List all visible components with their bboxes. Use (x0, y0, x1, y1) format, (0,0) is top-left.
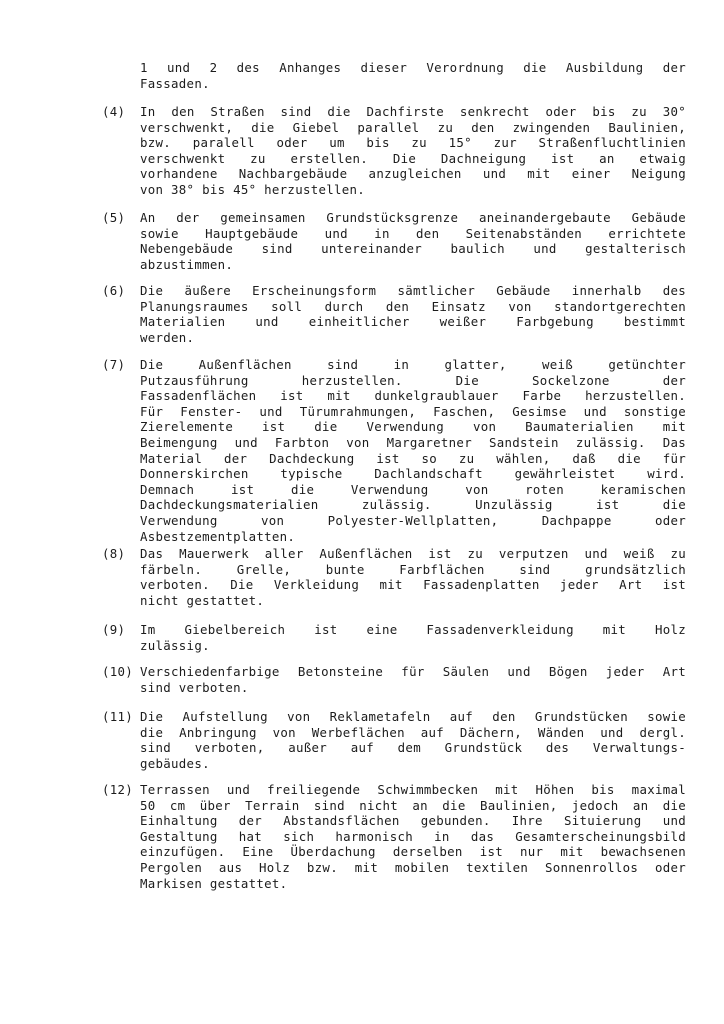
paragraph-body (140, 210, 686, 272)
text-line: 50 cm über Terrain sind nicht an die Baulinien, jedoch an die (140, 797, 686, 813)
text-line: Markisen gestattet. (140, 875, 288, 891)
paragraph-body (140, 104, 686, 198)
text-line: einzufügen. Eine Überdachung derselben ist nur mit bewachsenen (140, 844, 686, 860)
paragraph-number: (6) (102, 283, 126, 298)
text-line: sowie Hauptgebäude und in den Seitenabständen errichtete (140, 225, 686, 241)
text-line: gebäudes. (140, 755, 210, 771)
paragraph-number: (7) (102, 357, 126, 372)
paragraph-body (140, 664, 686, 695)
paragraph-body (140, 782, 686, 891)
text-line: Donnerskirchen typische Dachlandschaft gewährleistet wird. (140, 466, 686, 482)
text-line: vorhandene Nachbargebäude anzugleichen und mit einer Neigung (140, 166, 686, 182)
text-line: Im Giebelbereich ist eine Fassadenverkleidung mit Holz (140, 622, 686, 637)
text-line: verboten. Die Verkleidung mit Fassadenplatten jeder Art ist (140, 577, 686, 593)
paragraph-body (140, 622, 686, 653)
text-line: werden. (140, 329, 195, 345)
text-line: Die Außenflächen sind in glatter, weiß getünchter (140, 357, 686, 372)
paragraph-number: (9) (102, 622, 126, 637)
paragraph-number: (5) (102, 210, 126, 225)
text-line: Für Fenster- und Türumrahmungen, Faschen, Gesimse und sonstige (140, 403, 686, 419)
paragraph-body (140, 546, 686, 608)
paragraph-number: (4) (102, 104, 126, 119)
text-line: Putzausführung herzustellen. Die Sockelzone der (140, 372, 686, 388)
text-line: Pergolen aus Holz bzw. mit mobilen textilen Sonnenrollos oder (140, 859, 686, 875)
text-line: Gestaltung hat sich harmonisch in das Gesamterscheinungsbild (140, 828, 686, 844)
text-line: Die äußere Erscheinungsform sämtlicher Gebäude innerhalb des (140, 283, 686, 298)
paragraph-number: (11) (102, 709, 134, 724)
text-line: Terrassen und freiliegende Schwimmbecken mit Höhen bis maximal (140, 782, 686, 797)
text-line: Dachdeckungsmaterialien zulässig. Unzulässig ist die (140, 497, 686, 513)
text-line: sind verboten, außer auf dem Grundstück des Verwaltungs- (140, 740, 686, 756)
text-line: zulässig. (140, 637, 210, 653)
text-line: Verschiedenfarbige Betonsteine für Säulen und Bögen jeder Art (140, 664, 686, 679)
paragraph-body (140, 709, 686, 771)
text-line: Demnach ist die Verwendung von roten keramischen (140, 481, 686, 497)
text-line: Zierelemente ist die Verwendung von Baumaterialien mit (140, 419, 686, 435)
text-line: von 38° bis 45° herzustellen. (140, 181, 366, 197)
paragraph-body (140, 60, 686, 91)
text-line: Fassaden. (140, 75, 210, 91)
text-line: Planungsraumes soll durch den Einsatz von standortgerechten (140, 298, 686, 314)
text-line: Die Aufstellung von Reklametafeln auf den Grundstücken sowie (140, 709, 686, 724)
text-line: bzw. paralell oder um bis zu 15° zur Straßenfluchtlinien (140, 135, 686, 151)
paragraph-body (140, 357, 686, 544)
text-line: nicht gestattet. (140, 592, 265, 608)
text-line: Nebengebäude sind untereinander baulich und gestalterisch (140, 241, 686, 257)
paragraph-number: (12) (102, 782, 134, 797)
text-line: die Anbringung von Werbeflächen auf Dächern, Wänden und dergl. (140, 724, 686, 740)
text-line: 1 und 2 des Anhanges dieser Verordnung die Ausbildung der (140, 60, 686, 75)
text-line: Asbestzementplatten. (140, 528, 296, 544)
paragraph-number: (10) (102, 664, 134, 679)
text-line: verschwenkt, die Giebel parallel zu den zwingenden Baulinien, (140, 119, 686, 135)
text-line: verschwenkt zu erstellen. Die Dachneigung ist an etwaig (140, 150, 686, 166)
text-line: An der gemeinsamen Grundstücksgrenze aneinandergebaute Gebäude (140, 210, 686, 225)
text-line: Materialien und einheitlicher weißer Farbgebung bestimmt (140, 314, 686, 330)
text-line: Verwendung von Polyester-Wellplatten, Dachpappe oder (140, 512, 686, 528)
text-line: sind verboten. (140, 679, 249, 695)
text-line: Das Mauerwerk aller Außenflächen ist zu verputzen und weiß zu (140, 546, 686, 561)
text-line: färbeln. Grelle, bunte Farbflächen sind grundsätzlich (140, 561, 686, 577)
text-line: Fassadenflächen ist mit dunkelgraublauer Farbe herzustellen. (140, 388, 686, 404)
text-line: In den Straßen sind die Dachfirste senkrecht oder bis zu 30° (140, 104, 686, 119)
text-line: Beimengung und Farbton von Margaretner Sandstein zulässig. Das (140, 434, 686, 450)
paragraph-body (140, 283, 686, 345)
paragraph-number: (8) (102, 546, 126, 561)
text-line: abzustimmen. (140, 256, 234, 272)
text-line: Material der Dachdeckung ist so zu wählen, daß die für (140, 450, 686, 466)
text-line: Einhaltung der Abstandsflächen gebunden. Ihre Situierung und (140, 813, 686, 829)
